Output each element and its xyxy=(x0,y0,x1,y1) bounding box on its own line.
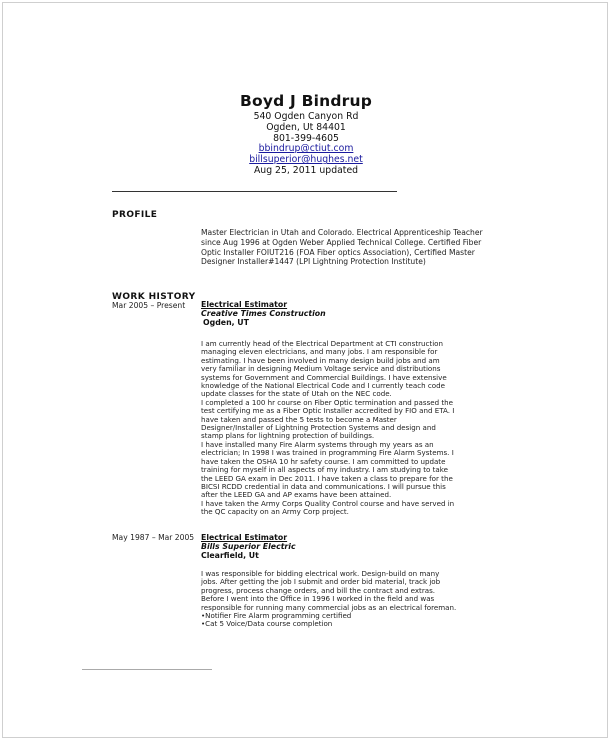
description-line: I have installed many Fire Alarm systems through my years as an xyxy=(201,439,434,449)
description-line: have taken the OSHA 10 hr safety course. I am committed to update xyxy=(201,456,446,466)
work-history-heading: WORK HISTORY xyxy=(112,292,196,302)
profile-text: Master Electrician in Utah and Colorado. Electrical Apprenticeship Teacher since Aug 1996 at Ogden Weber Applied Technical College. Certified Fiber Optic Installer FOIUT216 (FOA Fiber optics Association), Certified Master Designer Installer#1447 (LPI Lightning Protection Institute) xyxy=(201,228,483,267)
candidate-name: Boyd J Bindrup xyxy=(239,92,373,110)
job-2-header xyxy=(201,533,296,560)
description-line: jobs. After getting the job I submit and order bid material, track job xyxy=(201,577,441,587)
updated-date: Aug 25, 2011 updated xyxy=(253,164,359,176)
phone-number: 801-399-4605 xyxy=(273,132,339,144)
profile-heading: PROFILE xyxy=(112,210,158,220)
address-line-2: Ogden, Ut 84401 xyxy=(266,121,346,133)
job-1-description xyxy=(201,340,454,517)
description-line: responsible for running many commercial jobs as an electrical foreman. xyxy=(201,602,457,612)
description-line: I was responsible for bidding electrical work. Design-build on many xyxy=(201,569,440,578)
description-line: estimating. I have been involved in many design build jobs and am xyxy=(201,355,440,365)
job-2-description xyxy=(201,570,456,629)
description-line: I have taken the Army Corps Quality Control course and have served in xyxy=(201,498,455,508)
description-line: after the LEED GA and AP exams have been attained. xyxy=(201,490,392,500)
description-line: •Cat 5 Voice/Data course completion xyxy=(201,619,333,629)
description-line: knowledge of the National Electrical Code and I currently teach code xyxy=(201,381,445,391)
job-2-dates: May 1987 – Mar 2005 xyxy=(112,533,195,542)
description-line: •Notifier Fire Alarm programming certified xyxy=(201,611,352,621)
description-line: managing eleven electricians, and many jobs. I am responsible for xyxy=(201,347,438,357)
job-1-location: Ogden, UT xyxy=(203,318,249,327)
description-line: very familiar in designing Medium Voltage service and distributions xyxy=(201,364,441,374)
description-line: the QC capacity on an Army Corp project. xyxy=(201,507,349,517)
email-link-2[interactable]: billsuperior@hughes.net xyxy=(249,154,363,166)
job-1-employer: Creative Times Construction xyxy=(201,309,326,318)
address-line-1: 540 Ogden Canyon Rd xyxy=(253,111,359,122)
description-line: BICSI RCDD credential in data and communications. I will pursue this xyxy=(201,481,446,491)
description-line: I am currently head of the Electrical Department at CTI construction xyxy=(201,339,443,348)
job-2-location: Clearfield, Ut xyxy=(201,551,259,560)
description-line: training for myself in all aspects of my industry. I am studying to take xyxy=(201,465,448,475)
job-1-title: Electrical Estimator xyxy=(201,300,288,309)
job-1-dates: Mar 2005 – Present xyxy=(112,301,186,310)
job-1-header xyxy=(201,300,326,327)
email-link-1[interactable]: bbindrup@ctiut.com xyxy=(258,143,354,155)
resume-header xyxy=(0,92,612,177)
description-line: have taken and passed the 5 tests to become a Master xyxy=(201,414,397,424)
description-line: systems for Government and Commercial Buildings. I have extensive xyxy=(201,372,447,382)
description-line: update classes for the state of Utah on the NEC code. xyxy=(201,389,392,399)
description-line: progress, process change orders, and bill the contract and extras. xyxy=(201,585,436,595)
footer-divider xyxy=(82,669,212,670)
description-line: test certifying me as a Fiber Optic Installer accredited by FIO and ETA. I xyxy=(201,406,455,416)
description-line: the LEED GA exam in Dec 2011. I have taken a class to prepare for the xyxy=(201,473,453,483)
description-line: Designer/Installer of Lightning Protection Systems and design and xyxy=(201,423,436,433)
header-divider xyxy=(112,191,397,192)
description-line: I completed a 100 hr course on Fiber Optic termination and passed the xyxy=(201,397,454,407)
job-2-employer: Bills Superior Electric xyxy=(201,542,296,551)
description-line: electrician; In 1998 I was trained in programming Fire Alarm Systems. I xyxy=(201,448,454,458)
description-line: stamp plans for lightning protection of buildings. xyxy=(201,431,375,441)
description-line: Before I went into the Office in 1996 I worked in the field and was xyxy=(201,594,435,604)
job-2-title: Electrical Estimator xyxy=(201,533,288,542)
